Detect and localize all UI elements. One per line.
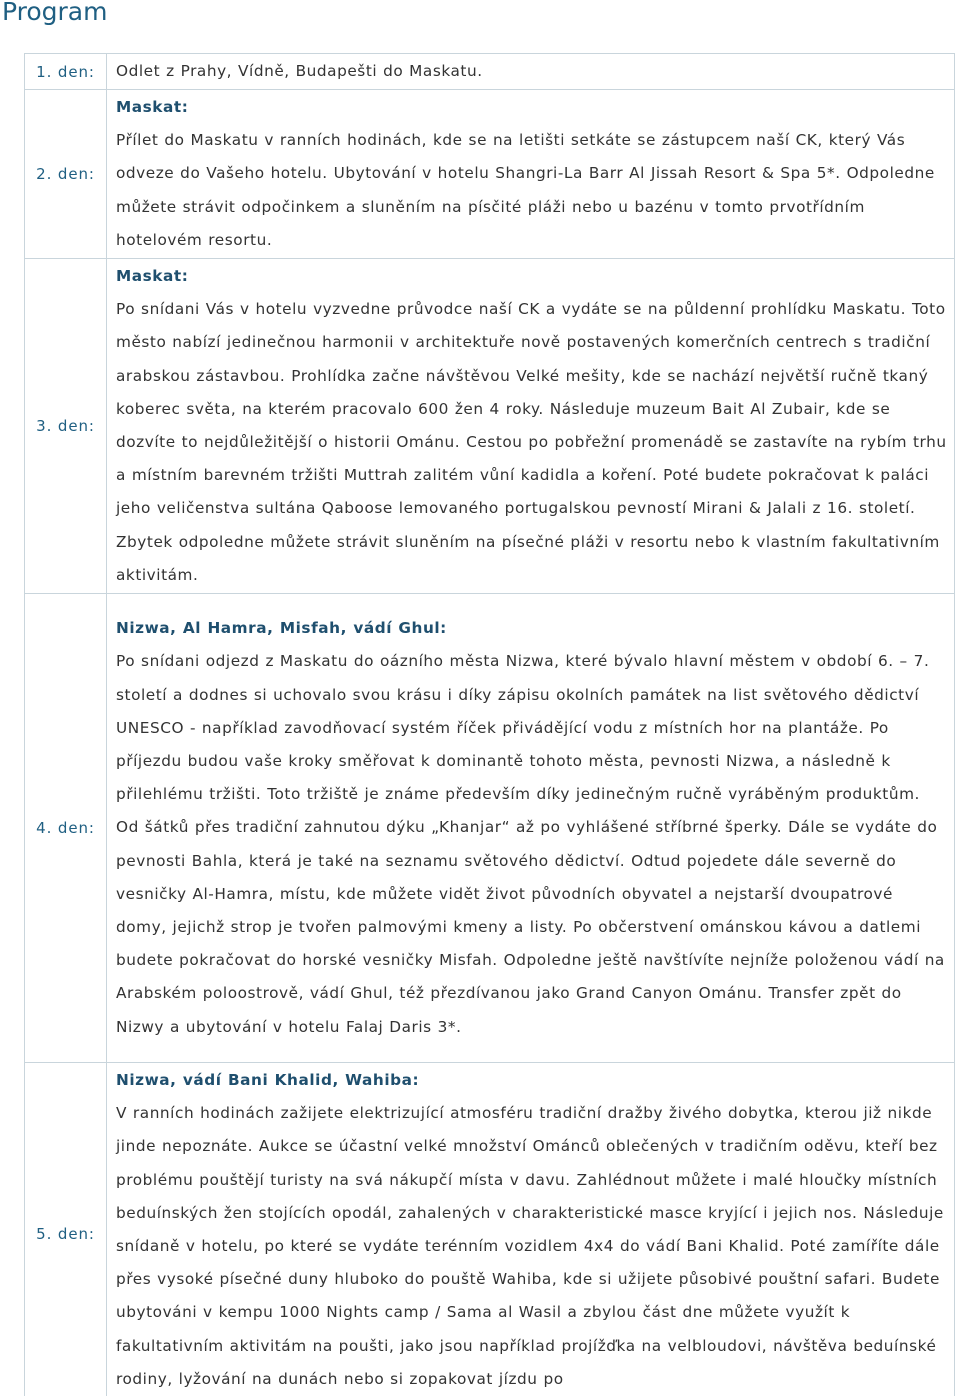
day-heading: Maskat:: [116, 266, 189, 285]
day-content: [107, 90, 955, 259]
day-label: 4. den:: [25, 594, 107, 1063]
day-heading: Nizwa, Al Hamra, Misfah, vádí Ghul:: [116, 619, 447, 638]
day-row: [25, 259, 955, 594]
day-row: [25, 594, 955, 1063]
day-description: Po snídani odjezd z Maskatu do oázního města Nizwa, které bývalo hlavní městem v období 6. – 7. století a dodnes si uchovalo svou krásu i díky zápisu okolních památek na list světového dědictví UNESCO - například zavodňovací systém říček přivádějící vodu z místních hor na plantáže. Po příjezdu budou vaše kroky směřovat k dominantě tohoto města, pevnosti Nizwa, a následně k přilehlému tržišti. Toto tržiště je známe především díky jedinečným ručně vyráběným produktům. Od šátků přes tradiční zahnutou dýku „Khanjar“ až po vyhlášené stříbrné šperky. Dále se vydáte do pevnosti Bahla, která je také na seznamu světového dědictví. Odtud pojedete dále severně do vesničky Al-Hamra, místu, kde můžete vidět život původních obyvatel a nejstarší dvoupatrové domy, jejichž strop je tvořen palmovými kmeny a listy. Po občerstvení ománskou kávou a datlemi budete pokračovat do horské vesničky Misfah. Odpoledne ještě navštívíte nejníže položenou vádí na Arabském poloostrově, vádí Ghul, též přezdívanou jako Grand Canyon Ománu. Transfer zpět do Nizwy a ubytování v hotelu Falaj Daris 3*.: [116, 652, 945, 1036]
day-content: [107, 259, 955, 594]
day-label: 2. den:: [25, 90, 107, 259]
day-row: [25, 90, 955, 259]
program-table: [24, 53, 955, 1396]
day-content: [107, 54, 955, 90]
day-description: V ranních hodinách zažijete elektrizující atmosféru tradiční dražby živého dobytka, kterou již nikde jinde nepoznáte. Aukce se účastní velké množství Ománců oblečených v tradičním oděvu, kteří bez problému pouštějí turisty na svá nákupčí místa v davu. Zahlédnout můžete i malé hloučky místních beduínských žen stojících opodál, zahalených v charakteristické masce kryjící i jejich nos. Následuje snídaně v hotelu, po které se vydáte terénním vozidlem 4x4 do vádí Bani Khalid. Poté zamíříte dále přes vysoké písečné duny hluboko do pouště Wahiba, kde si užijete působivé pouštní safari. Budete ubytováni v kempu 1000 Nights camp / Sama al Wasil a zbylou část dne můžete využít k fakultativním aktivitám na poušti, jako jsou například projížďka na velbloudovi, návštěva beduínské rodiny, lyžování na dunách nebo si zopakovat jízdu po: [116, 1104, 944, 1388]
day-heading: Maskat:: [116, 97, 189, 116]
page-title: Program: [2, 0, 108, 26]
day-row: [25, 54, 955, 90]
day-content: [107, 594, 955, 1063]
day-description: Po snídani Vás v hotelu vyzvedne průvodce naší CK a vydáte se na půldenní prohlídku Maskatu. Toto město nabízí jedinečnou harmonii v architektuře nově postavených komerčních centrech s tradiční arabskou zástavbou. Prohlídka začne návštěvou Velké mešity, kde se nachází největší ručně tkaný koberec světa, na kterém pracovalo 600 žen 4 roky. Následuje muzeum Bait Al Zubair, kde se dozvíte to nejdůležitější o historii Ománu. Cestou po pobřežní promenádě se zastavíte na rybím trhu a místním barevném tržišti Muttrah zalitém vůní kadidla a koření. Poté budete pokračovat k paláci jeho veličenstva sultána Qaboose lemovaného portugalskou pevností Mirani & Jalali z 16. století. Zbytek odpoledne můžete strávit sluněním na písečné pláži v resortu nebo k vlastním fakultativním aktivitám.: [116, 300, 947, 584]
day-description: Přílet do Maskatu v ranních hodinách, kde se na letišti setkáte se zástupcem naší CK, který Vás odveze do Vašeho hotelu. Ubytování v hotelu Shangri-La Barr Al Jissah Resort & Spa 5*. Odpoledne můžete strávit odpočinkem a sluněním na písčité pláži nebo u bazénu v tomto prvotřídním hotelovém resortu.: [116, 131, 935, 249]
day-heading: Nizwa, vádí Bani Khalid, Wahiba:: [116, 1071, 420, 1089]
day-label: 5. den:: [25, 1063, 107, 1396]
day-description: Odlet z Prahy, Vídně, Budapešti do Maskatu.: [116, 61, 483, 80]
day-label: 3. den:: [25, 259, 107, 594]
day-content: [107, 1063, 955, 1396]
day-label: 1. den:: [25, 54, 107, 90]
day-row: [25, 1063, 955, 1396]
